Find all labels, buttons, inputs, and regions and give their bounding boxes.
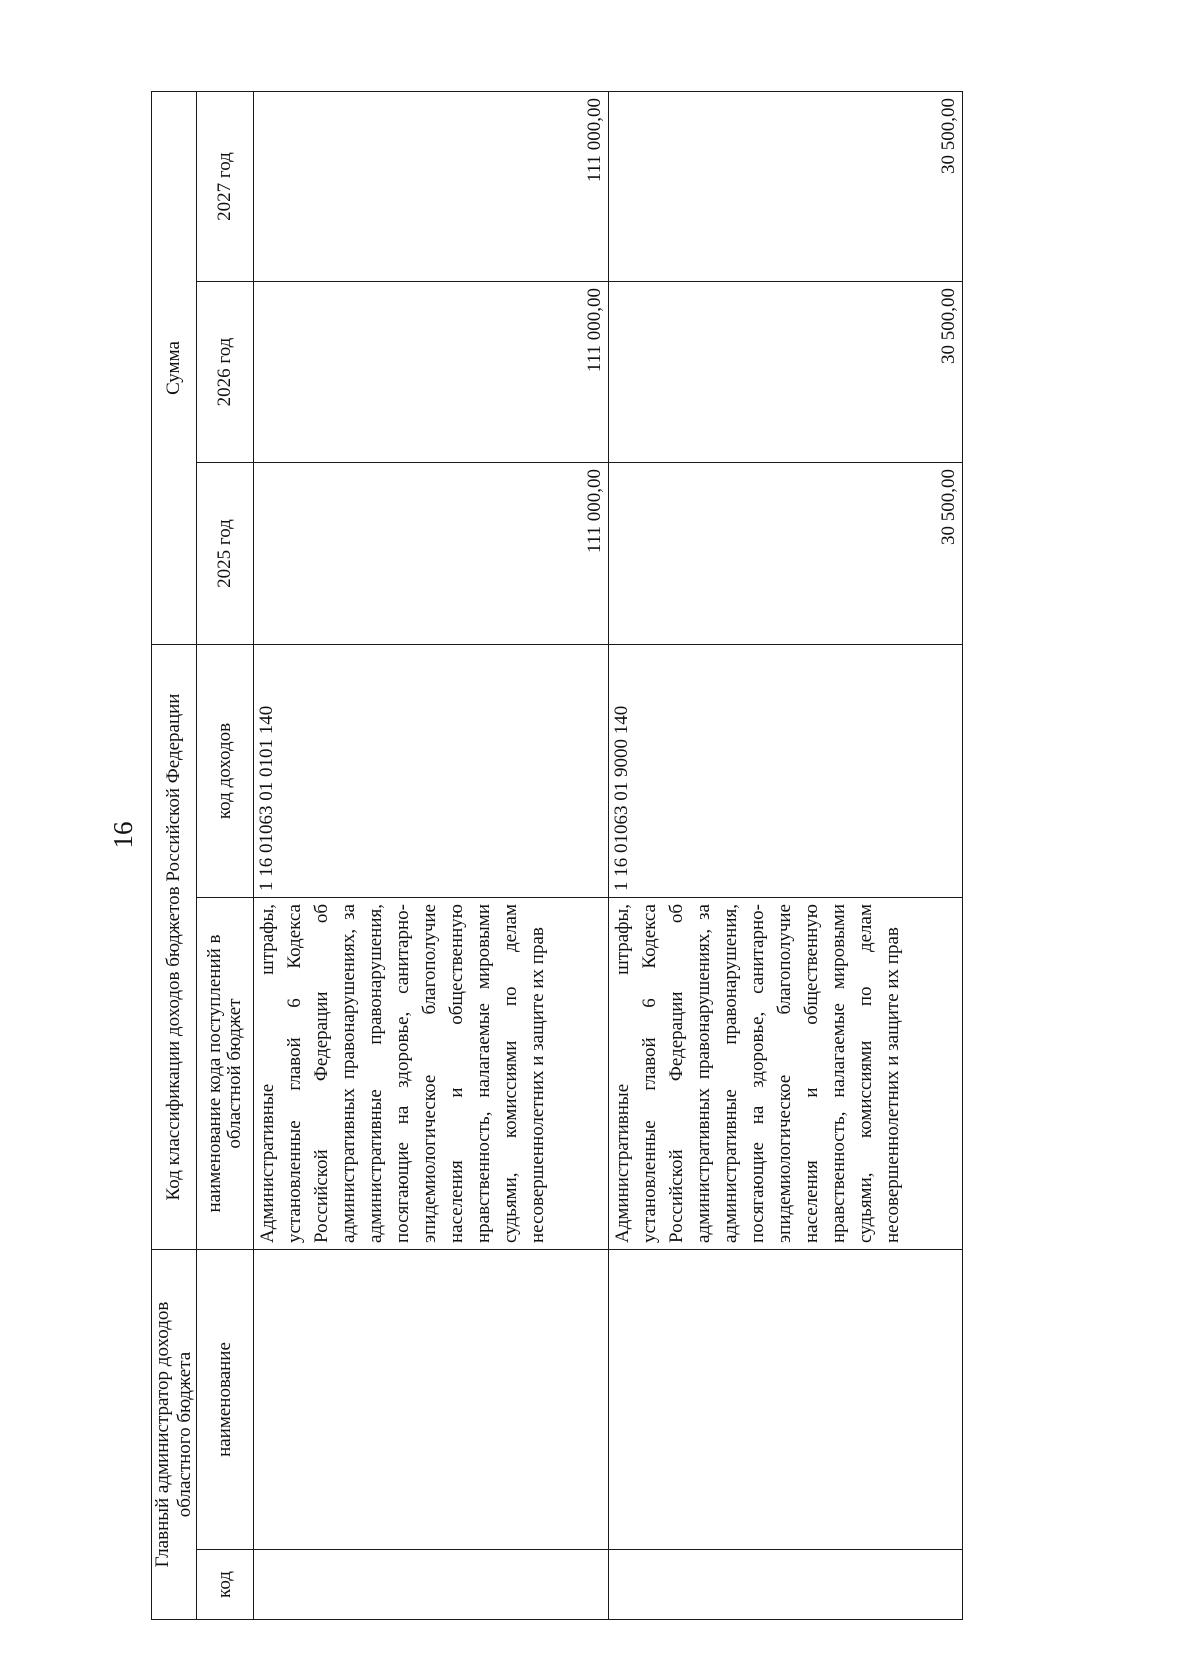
header-row-sub [197,91,254,1619]
col-admin-code-header: код [197,1550,254,1620]
table-row [608,91,963,1619]
col-admin-name-header: наименование [197,1250,254,1550]
amount-2026-cell: 30 500,00 [608,282,963,463]
rotated-table-container [151,92,963,1620]
col-2026-header: 2026 год [197,282,254,463]
income-code-cell: 1 16 01063 01 0101 140 [254,645,609,898]
budget-table [151,91,963,1620]
admin-name-cell [254,1250,609,1550]
col-income-name-header: наименование кода поступлений в областной бюджет [197,898,254,1250]
amount-2025-cell: 30 500,00 [608,463,963,645]
admin-code-cell [254,1550,609,1620]
table-row [254,91,609,1619]
amount-2027-cell: 30 500,00 [608,91,963,281]
col-2027-header: 2027 год [197,91,254,281]
sum-group-header: Сумма [152,91,197,644]
classification-group-header: Код классификации доходов бюджетов Российской Федерации [152,645,197,1250]
col-income-code-header: код доходов [197,645,254,898]
admin-code-cell [608,1550,963,1620]
amount-2025-cell: 111 000,00 [254,463,609,645]
col-2025-header: 2025 год [197,463,254,645]
income-description-cell: Административные штрафы, установленные главой 6 Кодекса Российской Федерации об административных правонарушениях, за административные правонарушения, посягающие на здоровье, санитарно-эпидемиологическое благополучие населения и общественную нравственность, налагаемые мировыми судьями, комиссиями по делам несовершеннолетних и защите их прав [608,898,963,1250]
amount-2027-cell: 111 000,00 [254,91,609,281]
page-number: 16 [108,821,138,849]
income-code-cell: 1 16 01063 01 9000 140 [608,645,963,898]
income-description-cell: Административные штрафы, установленные главой 6 Кодекса Российской Федерации об административных правонарушениях, за административные правонарушения, посягающие на здоровье, санитарно-эпидемиологическое благополучие населения и общественную нравственность, налагаемые мировыми судьями, комиссиями по делам несовершеннолетних и защите их прав [254,898,609,1250]
admin-group-header: Главный администратор доходов областного бюджета [152,1250,197,1620]
admin-name-cell [608,1250,963,1550]
amount-2026-cell: 111 000,00 [254,282,609,463]
header-row-top [152,91,197,1619]
